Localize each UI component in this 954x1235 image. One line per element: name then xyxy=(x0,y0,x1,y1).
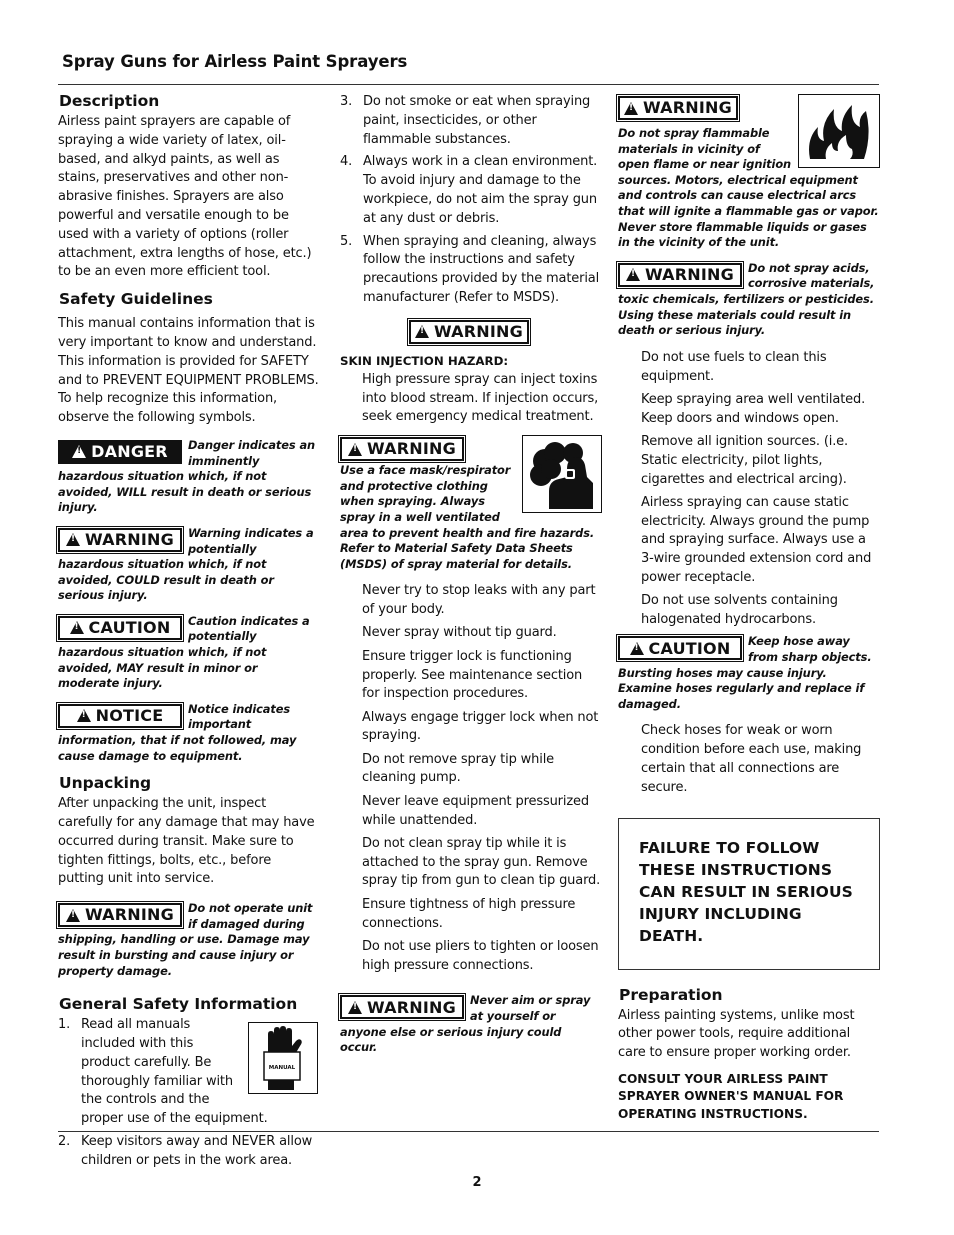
list-item: Never try to stop leaks with any part of your body. xyxy=(362,583,596,618)
acid-warning-block xyxy=(618,261,880,339)
list-item: 1. Read all manuals included with this product carefully. Be thoroughly familiar with the controls and the proper use of the equipment. xyxy=(58,1017,268,1127)
caution-sign: ! CAUTION xyxy=(618,636,742,660)
flame-hazard-icon xyxy=(804,99,874,163)
list-item: Do not use solvents containing halogenated hydrocarbons. xyxy=(641,593,838,628)
list-item: Never leave equipment pressurized while unattended. xyxy=(362,793,589,828)
list-item: 4. Always work in a clean environment. To avoid injury and damage to the workpiece, do not aim the spray gun at any dust or debris. xyxy=(340,154,598,226)
failure-warning-text: FAILURE TO FOLLOW THESE INSTRUCTIONS CAN RESULT IN SERIOUS INJURY INCLUDING DEATH. xyxy=(639,838,853,945)
list-item: Airless spraying can cause static electricity. Always ground the pump and spraying surface. Always use a 3-wire grounded extension cord and power receptacle. xyxy=(641,494,872,585)
caution-sign: ! CAUTION xyxy=(58,616,182,640)
list-item: Always engage trigger lock when not spraying. xyxy=(362,709,599,744)
hose-caution-text: Keep hose away from sharp objects. Bursting hoses may cause injury. Examine hoses regularly and replace if damaged. xyxy=(618,634,872,711)
unpacking-text: After unpacking the unit, inspect carefully for any damage that may have occurred during transit. Make sure to tighten fittings, bolts, etc., before putting unit into service. xyxy=(58,796,315,887)
list-item: Do not use fuels to clean this equipment. xyxy=(641,349,827,384)
alert-triangle-icon xyxy=(348,443,362,456)
list-item: Do not remove spray tip while cleaning pump. xyxy=(362,751,555,786)
safety-guidelines-text: This manual contains information that is very important to know and understand. This information is provided for SAFETY and to PREVENT EQUIPMENT PROBLEMS. To help recognize this information, observe the following symbols. xyxy=(58,316,319,426)
column-middle xyxy=(340,92,602,1066)
face-mask-warning-text: Use a face mask/respirator and protective clothing when spraying. Always spray in a well ventilated area to prevent health and fire hazards. Refer to Material Safety Data Sheets (MSDS) of spray material for details. xyxy=(340,463,595,571)
consult-manual-text: CONSULT YOUR AIRLESS PAINT SPRAYER OWNER'S MANUAL FOR OPERATING INSTRUCTIONS. xyxy=(618,1071,844,1121)
face-mask-warning-block xyxy=(340,435,602,572)
safety-guidelines-heading: Safety Guidelines xyxy=(59,290,213,309)
header-rule xyxy=(58,84,879,85)
alert-triangle-icon xyxy=(66,533,80,546)
hose-check-text: Check hoses for weak or worn condition before each use, making certain that all connections are secure. xyxy=(641,723,862,795)
list-item: Remove all ignition sources. (i.e. Static electricity, pilot lights, cigarettes and electrical arcing). xyxy=(641,433,849,487)
warning-sign: ! WARNING xyxy=(58,903,182,927)
general-safety-list-continued xyxy=(340,93,602,308)
hose-caution-block xyxy=(618,634,880,712)
notice-symbol-block xyxy=(58,702,320,764)
description-text: Airless paint sprayers are capable of spraying a wide variety of latex, oil-based, and alkyd paints, as well as stains, preservatives and other non-abrasive finishes. Sprayers are also powerful and versatile enough to be used with a variety of options (roller attachment, extra lengths of hose, etc.) to be an even more efficient tool. xyxy=(58,114,312,280)
page-number: 2 xyxy=(472,1175,482,1190)
ignition-safety-list xyxy=(618,349,880,630)
warning-sign: ! WARNING xyxy=(340,437,464,461)
alert-triangle-icon xyxy=(624,102,638,115)
list-item: Ensure trigger lock is functioning properly. See maintenance section for inspection procedures. xyxy=(362,648,583,702)
danger-sign: ! DANGER xyxy=(58,440,182,464)
alert-triangle-icon xyxy=(630,642,644,655)
list-item: Do not use pliers to tighten or loosen high pressure connections. xyxy=(362,938,599,973)
warning-sign: ! WARNING xyxy=(409,320,529,344)
list-item: Ensure tightness of high pressure connections. xyxy=(362,896,576,931)
list-item: 2. Keep visitors away and NEVER allow children or pets in the work area. xyxy=(58,1133,313,1168)
warning-text: Warning indicates a potentially hazardous situation which, if not avoided, COULD result in death or serious injury. xyxy=(58,525,314,603)
warning-sign: ! WARNING xyxy=(58,528,182,552)
flame-pictogram xyxy=(798,94,880,168)
alert-triangle-icon xyxy=(66,909,80,922)
unpacking-warning-text: Do not operate unit if damaged during shipping, handling or use. Damage may result in bursting and cause injury or property damage. xyxy=(58,901,313,978)
acid-warning-text: Do not spray acids, corrosive materials, toxic chemicals, fertilizers or pesticides. Using these materials could result in death or serious injury. xyxy=(618,260,875,338)
list-item: Do not clean spray tip while it is attached to the spray gun. Remove spray tip from gun to clean tip guard. xyxy=(362,835,601,889)
list-item: 5. When spraying and cleaning, always follow the instructions and safety precautions provided by the material manufacturer (Refer to MSDS). xyxy=(340,233,600,305)
skin-injection-label: SKIN INJECTION HAZARD: xyxy=(340,353,509,368)
danger-symbol-block xyxy=(58,438,320,516)
footer-rule xyxy=(58,1131,879,1132)
list-item: Keep spraying area well ventilated. Keep doors and windows open. xyxy=(641,391,866,426)
respirator-hazard-icon xyxy=(527,439,597,509)
alert-triangle-icon xyxy=(70,621,84,634)
aim-warning-block xyxy=(340,993,602,1055)
preparation-heading: Preparation xyxy=(619,985,723,1004)
notice-text: Notice indicates important information, that if not followed, may cause damage to equipment. xyxy=(58,701,297,763)
alert-triangle-icon xyxy=(77,709,91,722)
preparation-text: Airless painting systems, unlike most other power tools, require additional care to ensure proper working order. xyxy=(618,1007,855,1061)
warning-sign: ! WARNING xyxy=(618,96,738,120)
flammable-warning-text: Do not spray flammable materials in vicinity of open flame or near ignition sources. Motors, electrical equipment and controls can cause electrical arcs that will ignite a flammable gas or vapor. Never store flammable liquids or gases in the vicinity of the unit. xyxy=(618,126,879,250)
alert-triangle-icon xyxy=(72,445,86,458)
warning-symbol-block xyxy=(58,526,320,604)
flammable-warning-block xyxy=(618,94,880,251)
alert-triangle-icon xyxy=(626,268,640,281)
page-title: Spray Guns for Airless Paint Sprayers xyxy=(62,52,408,71)
manual-label: MANUAL xyxy=(268,1065,296,1072)
skin-injection-block xyxy=(340,320,602,427)
warning-sign: ! WARNING xyxy=(618,263,742,287)
unpacking-heading: Unpacking xyxy=(59,774,152,793)
warning-sign: ! WARNING xyxy=(340,995,464,1019)
alert-triangle-icon xyxy=(415,325,429,338)
general-safety-heading: General Safety Information xyxy=(59,995,298,1014)
respirator-pictogram xyxy=(522,435,602,513)
list-item: 3. Do not smoke or eat when spraying paint, insecticides, or other flammable substances. xyxy=(340,94,591,147)
caution-symbol-block xyxy=(58,614,320,692)
unpacking-warning-block xyxy=(58,901,320,979)
caution-text: Caution indicates a potentially hazardous situation which, if not avoided, MAY result in minor or moderate injury. xyxy=(58,613,310,691)
spray-safety-list xyxy=(340,582,602,975)
description-heading: Description xyxy=(59,92,160,110)
general-safety-list xyxy=(58,1016,320,1170)
failure-warning-box xyxy=(618,818,880,970)
alert-triangle-icon xyxy=(348,1001,362,1014)
aim-warning-text: Never aim or spray at yourself or anyone else or serious injury could occur. xyxy=(340,993,591,1055)
column-left xyxy=(58,92,320,1177)
skin-injection-text: High pressure spray can inject toxins into blood stream. If injection occurs, seek emergency medical treatment. xyxy=(362,371,599,425)
danger-text: Danger indicates an imminently hazardous situation which, if not avoided, WILL result in death or serious injury. xyxy=(58,437,316,515)
notice-sign: ! NOTICE xyxy=(58,704,182,728)
list-item: Never spray without tip guard. xyxy=(362,625,557,641)
column-right xyxy=(618,92,880,1129)
